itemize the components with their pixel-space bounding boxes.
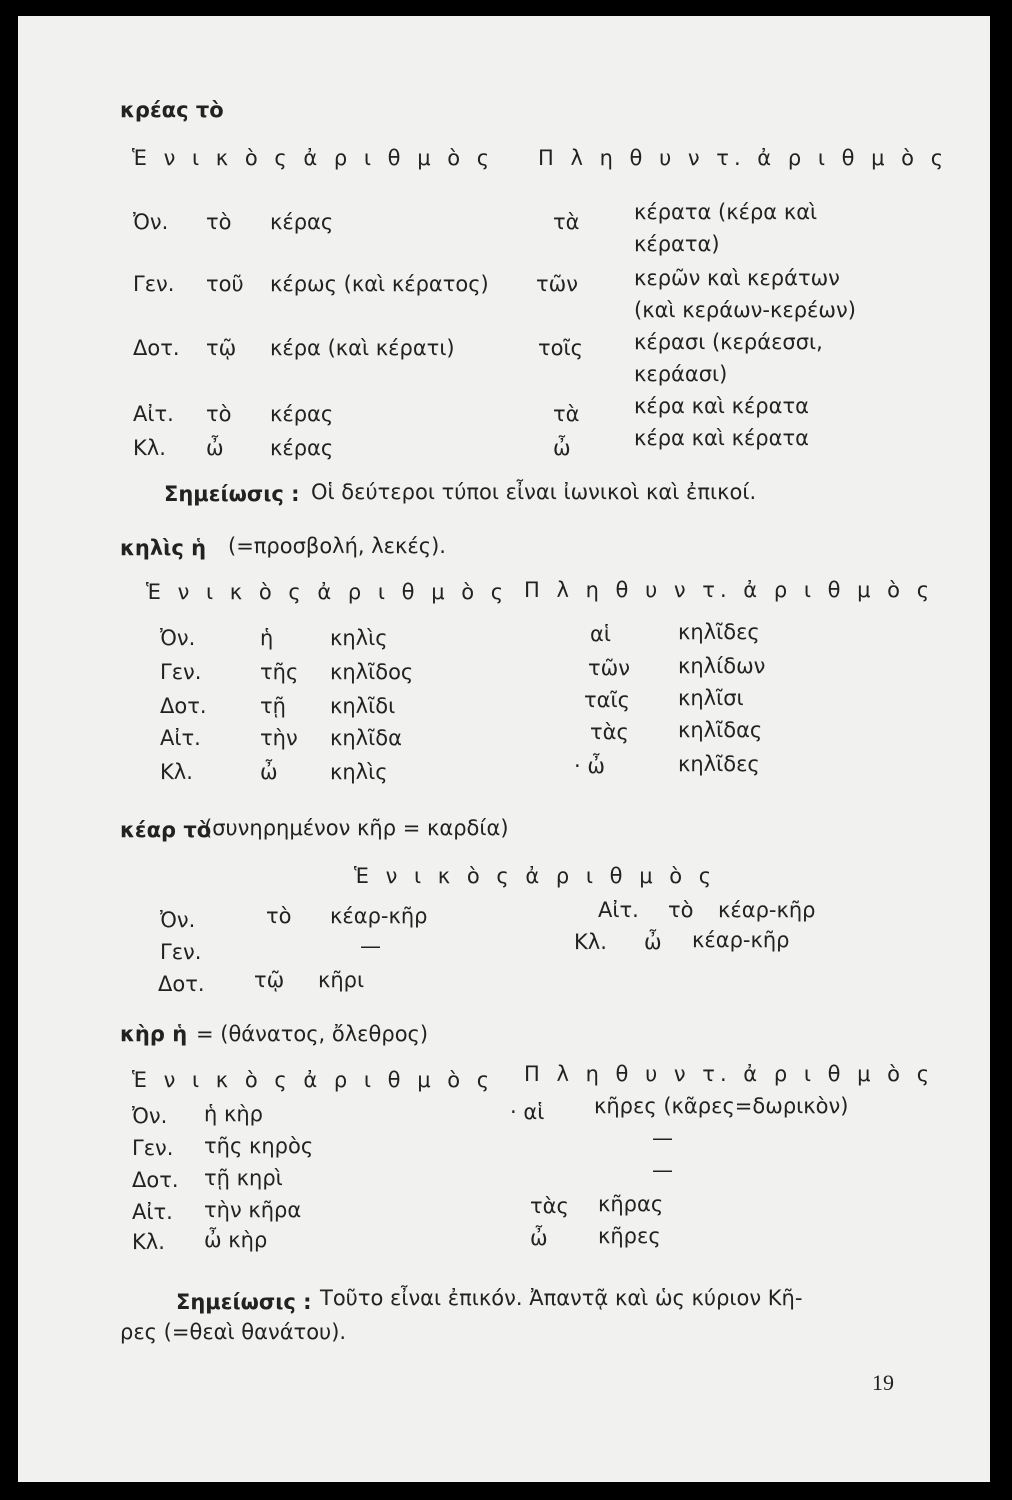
- case-label: Ὀν.: [160, 908, 196, 932]
- plural-article: ὦ: [553, 436, 571, 460]
- case-label: Ὀν.: [132, 1104, 168, 1128]
- form: κηλὶς: [330, 626, 388, 650]
- form: κηλῖδι: [330, 694, 396, 718]
- article: τῇ: [260, 694, 286, 718]
- form: κηλῖδα: [330, 726, 402, 750]
- form: κηλὶς: [330, 760, 388, 784]
- plural-form: κέρα καὶ κέρατα: [634, 394, 809, 418]
- singular-header: Ἑ ν ι κ ὸ ς ἀ ρ ι θ μ ὸ ς: [132, 1068, 495, 1092]
- plural-article: τὰ: [553, 402, 580, 426]
- plural-form: κῆρες: [598, 1224, 661, 1248]
- case-label: Κλ.: [132, 1230, 165, 1254]
- article: τὴν: [260, 726, 298, 750]
- article: τὸ: [206, 402, 232, 426]
- case-label: Αἰτ.: [160, 726, 201, 750]
- case-label: Δοτ.: [132, 1168, 179, 1192]
- note-label: Σημείωσις :: [176, 1290, 312, 1314]
- plural-form: κηλῖδες: [678, 620, 760, 644]
- case-label: Αἰτ.: [133, 402, 174, 426]
- plural-form: —: [652, 1126, 673, 1150]
- plural-header: Π λ η θ υ ν τ. ἀ ρ ι θ μ ὸ ς: [524, 1062, 935, 1086]
- plural-article: ὦ: [530, 1226, 548, 1250]
- case-label: Κλ.: [133, 436, 166, 460]
- form: κέρως (καὶ κέρατος): [270, 272, 489, 296]
- note-label: Σημείωσις :: [164, 482, 300, 506]
- note-text: Τοῦτο εἶναι ἐπικόν. Ἀπαντᾷ καὶ ὡς κύριον Κῆ-: [320, 1286, 803, 1310]
- form: —: [360, 934, 381, 958]
- plural-form: κηλῖσι: [678, 686, 744, 710]
- plural-form: κηλίδων: [678, 654, 766, 678]
- entry-heading-kreas: κρέας τὸ: [120, 98, 224, 122]
- plural-article: αἱ: [590, 622, 611, 646]
- entry-heading-kelis: κηλὶς ἡ: [120, 536, 207, 560]
- article: τὸ: [668, 898, 694, 922]
- plural-article: τοῖς: [538, 336, 583, 360]
- page-number: 19: [872, 1370, 894, 1395]
- case-label: Ὀν.: [133, 210, 169, 234]
- book-page: [18, 16, 990, 1482]
- form: κέρας: [270, 210, 334, 234]
- article: τῷ: [206, 336, 237, 360]
- singular-header: Ἑ ν ι κ ὸ ς ἀ ρ ι θ μ ὸ ς: [354, 864, 717, 888]
- article: τὸ: [206, 210, 232, 234]
- article: ὦ: [206, 436, 224, 460]
- singular-form: ἡ κὴρ: [204, 1102, 264, 1126]
- article: τῷ: [254, 968, 285, 992]
- case-label: Κλ.: [160, 760, 193, 784]
- form: κῆρι: [318, 968, 365, 992]
- case-label: Γεν.: [160, 940, 202, 964]
- case-label: Αἰτ.: [132, 1200, 173, 1224]
- article: ἡ: [260, 626, 274, 650]
- singular-header: Ἑ ν ι κ ὸ ς ἀ ρ ι θ μ ὸ ς: [146, 580, 509, 604]
- plural-article: ταῖς: [584, 688, 630, 712]
- case-label: Γεν.: [160, 660, 202, 684]
- entry-heading-ker: κὴρ ἡ: [120, 1022, 188, 1046]
- plural-header: Π λ η θ υ ν τ. ἀ ρ ι θ μ ὸ ς: [538, 146, 949, 170]
- entry-gloss: = (θάνατος, ὄλεθρος): [196, 1022, 429, 1046]
- note-text-cont: ρες (=θεαὶ θανάτου).: [120, 1320, 347, 1344]
- singular-form: τῇ κηρὶ: [204, 1166, 283, 1190]
- form: κέρα (καὶ κέρατι): [270, 336, 455, 360]
- plural-form: κῆρες (κᾶρες=δωρικὸν): [594, 1094, 849, 1118]
- singular-form: τῆς κηρὸς: [204, 1134, 314, 1158]
- entry-gloss: (=προσβολή, λεκές).: [228, 534, 446, 558]
- form: κέαρ-κῆρ: [330, 904, 428, 928]
- case-label: Αἰτ.: [598, 898, 639, 922]
- case-label: Ὀν.: [160, 626, 196, 650]
- case-label: Δοτ.: [160, 694, 207, 718]
- case-label: Κλ.: [574, 930, 607, 954]
- plural-form-cont: κεράασι): [634, 362, 728, 386]
- plural-article: τὰς: [530, 1194, 569, 1218]
- article: ὦ: [260, 760, 278, 784]
- plural-form: κέρα καὶ κέρατα: [634, 426, 809, 450]
- plural-form: κηλῖδας: [678, 718, 763, 742]
- plural-form-cont: κέρατα): [634, 232, 720, 256]
- plural-article: τῶν: [588, 656, 630, 680]
- plural-form: κερῶν καὶ κεράτων: [634, 266, 840, 290]
- plural-form: —: [652, 1158, 673, 1182]
- plural-form: κῆρας: [598, 1192, 664, 1216]
- case-label: Γεν.: [133, 272, 175, 296]
- plural-article: τῶν: [536, 272, 578, 296]
- plural-article: · αἱ: [510, 1100, 545, 1124]
- entry-gloss: (συνηρημένον κῆρ = καρδία): [204, 816, 509, 840]
- plural-article: τὰ: [553, 210, 580, 234]
- form: κηλῖδος: [330, 660, 414, 684]
- article: τοῦ: [206, 272, 244, 296]
- article: τῆς: [260, 660, 299, 684]
- plural-form-cont: (καὶ κεράων-κερέων): [634, 298, 856, 322]
- plural-article: · ὦ: [574, 754, 605, 778]
- form: κέαρ-κῆρ: [692, 928, 790, 952]
- singular-header: Ἑ ν ι κ ὸ ς ἀ ρ ι θ μ ὸ ς: [132, 146, 495, 170]
- plural-article: τὰς: [590, 720, 629, 744]
- case-label: Δοτ.: [158, 972, 205, 996]
- article: ὦ: [644, 930, 662, 954]
- plural-header: Π λ η θ υ ν τ. ἀ ρ ι θ μ ὸ ς: [524, 578, 935, 602]
- plural-form: κηλῖδες: [678, 752, 760, 776]
- entry-heading-kear: κέαρ τὸ: [120, 818, 212, 842]
- article: τὸ: [266, 904, 292, 928]
- case-label: Γεν.: [132, 1136, 174, 1160]
- singular-form: τὴν κῆρα: [204, 1198, 302, 1222]
- form: κέαρ-κῆρ: [718, 898, 816, 922]
- case-label: Δοτ.: [133, 336, 180, 360]
- form: κέρας: [270, 402, 334, 426]
- form: κέρας: [270, 436, 334, 460]
- plural-form: κέρασι (κεράεσσι,: [634, 330, 823, 354]
- note-text: Οἱ δεύτεροι τύποι εἶναι ἰωνικοὶ καὶ ἐπικοί.: [311, 480, 757, 504]
- plural-form: κέρατα (κέρα καὶ: [634, 200, 818, 224]
- singular-form: ὦ κὴρ: [204, 1228, 268, 1252]
